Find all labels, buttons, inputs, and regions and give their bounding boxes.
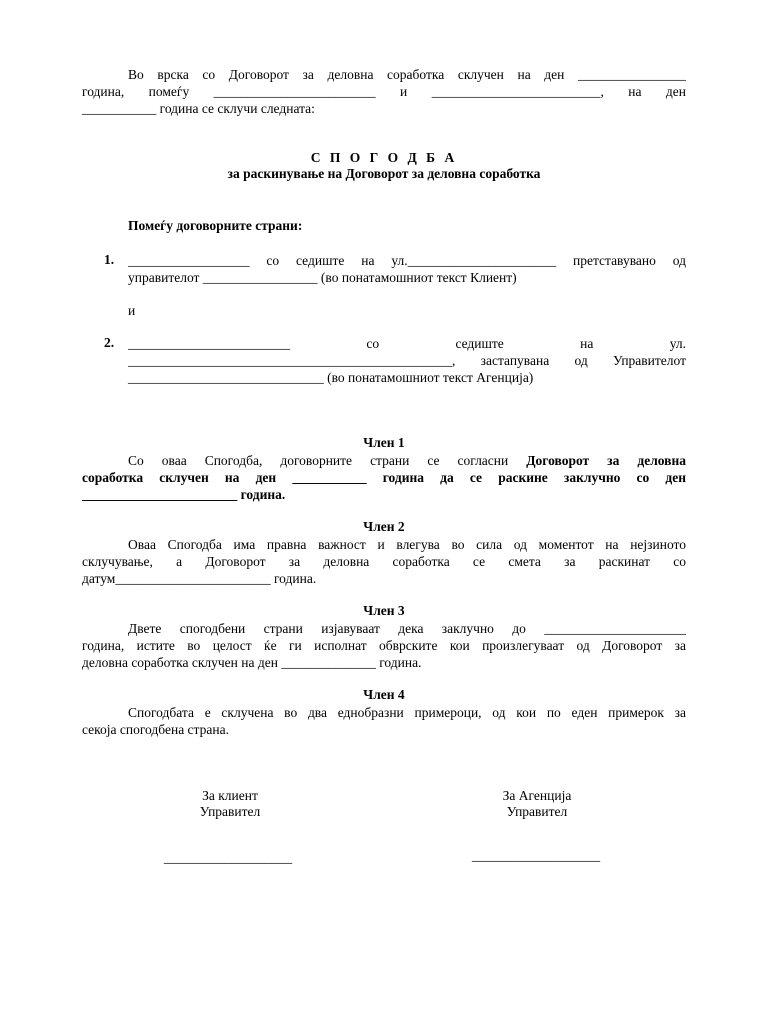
article-3-line-2: година, истите во целост ќе ги исполнат обврските кои произлегуваат од Договорот за bbox=[82, 638, 686, 653]
intro-line-1: Во врска со Договорот за деловна соработка склучен на ден ________________ bbox=[128, 67, 686, 82]
article-1-text-a: Со оваа Спогодба, договорните страни се согласни bbox=[128, 453, 527, 468]
article-4-line-2: секоја спогодбена страна. bbox=[82, 722, 229, 737]
intro-line-2: година, помеѓу ________________________ и _________________________, на ден bbox=[82, 84, 686, 99]
signature-client-for: За клиент bbox=[202, 788, 258, 803]
article-1-line-1 bbox=[82, 452, 686, 469]
party-2-line-1: ________________________ со седиште на ул. bbox=[128, 336, 686, 351]
article-3-line-3: деловна соработка склучен на ден ______________ година. bbox=[82, 655, 422, 670]
article-1-title: Член 1 bbox=[363, 435, 405, 450]
article-4-line-1: Спогодбата е склучена во два еднобразни примероци, од кои по еден примерок за bbox=[128, 705, 686, 720]
party-2-number: 2. bbox=[104, 335, 115, 350]
article-2-line-1: Оваа Спогодба има правна важност и влегува во сила од моментот на нејзиното bbox=[128, 537, 686, 552]
article-4-title: Член 4 bbox=[363, 687, 405, 702]
party-1-line-1: __________________ со седиште на ул.______________________ претставувано од bbox=[128, 253, 686, 268]
article-2-title: Член 2 bbox=[363, 519, 405, 534]
signature-client-line: ___________________ bbox=[163, 850, 293, 865]
article-3-title: Член 3 bbox=[363, 603, 405, 618]
article-2-line-3: датум_______________________ година. bbox=[82, 571, 317, 586]
party-2-line-2: ________________________________________________, застапувана од Управителот bbox=[128, 353, 686, 368]
party-1-line-2: управителот _________________ (во понатамошниот текст Клиент) bbox=[128, 270, 517, 285]
signature-agency-line: ___________________ bbox=[471, 848, 601, 863]
signature-agency-role: Управител bbox=[506, 804, 568, 819]
article-1-line-2: соработка склучен на ден ___________ година да се раскине заклучно со ден bbox=[82, 470, 686, 485]
parties-heading: Помеѓу договорните страни: bbox=[128, 218, 303, 233]
party-and: и bbox=[128, 303, 136, 318]
article-1-text-b: Договорот за деловна bbox=[526, 453, 686, 468]
party-2-line-3: _____________________________ (во понатамошниот текст Агенција) bbox=[128, 370, 534, 385]
intro-line-3: ___________ година се склучи следната: bbox=[82, 101, 315, 116]
document-title: С П О Г О Д Б А bbox=[310, 150, 458, 165]
party-1-number: 1. bbox=[104, 252, 115, 267]
signature-client-role: Управител bbox=[199, 804, 261, 819]
article-1-line-3: _______________________ година. bbox=[82, 487, 286, 502]
article-2-line-2: склучување, а Договорот за деловна соработка се смета за раскинат со bbox=[82, 554, 686, 569]
document-subtitle: за раскинување на Договорот за деловна соработка bbox=[227, 166, 541, 181]
article-3-line-1: Двете спогодбени страни изјавуваат дека заклучно до _____________________ bbox=[128, 621, 686, 636]
signature-agency-for: За Агенција bbox=[502, 788, 572, 803]
